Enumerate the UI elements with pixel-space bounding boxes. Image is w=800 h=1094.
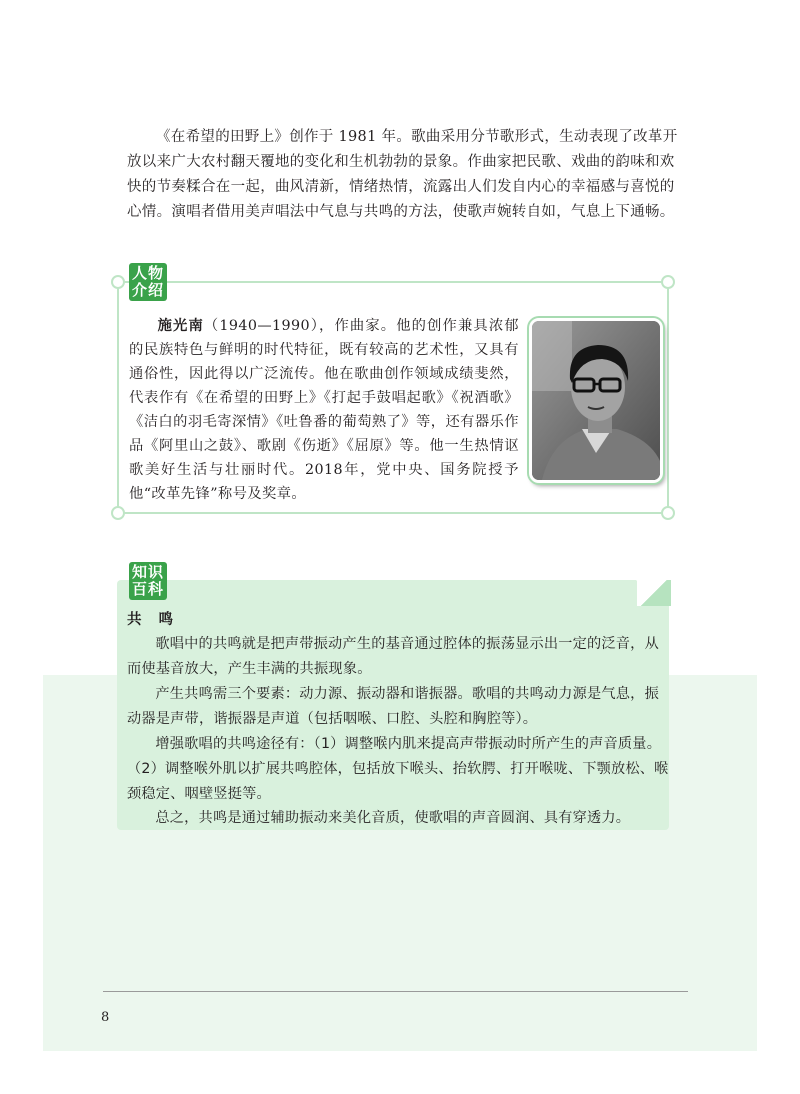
composer-portrait — [529, 318, 663, 483]
tag-line: 介绍 — [131, 281, 164, 299]
knowledge-paragraph: 歌唱中的共鸣就是把声带振动产生的基音通过腔体的振荡显示出一定的泛音，从而使基音放大，产生丰满的共振现象。 — [127, 636, 659, 677]
person-bio-text: （1940—1990），作曲家。他的创作兼具浓郁的民族特色与鲜明的时代特征，既有较高的艺术性，又具有通俗性，因此得以广泛流传。他在歌曲创作领域成绩斐然，代表作有《在希望的田野上》《打起手鼓唱起歌》《祝酒歌》《洁白的羽毛寄深情》《吐鲁番的葡萄熟了》等，还有器乐作品《阿里山之鼓》、歌剧《伤逝》《屈原》等。他一生热情讴歌美好生活与壮丽时代。2018年，党中央、国务院授予他“改革先锋”称号及奖章。 — [129, 318, 520, 502]
corner-ornament — [661, 275, 675, 289]
tag-line: 百科 — [131, 580, 164, 598]
person-intro-tag — [129, 263, 167, 301]
corner-ornament — [111, 506, 125, 520]
person-bio — [129, 314, 519, 506]
knowledge-title: 共 鸣 — [127, 612, 180, 628]
folded-corner — [637, 580, 671, 606]
person-name: 施光南 — [157, 318, 204, 334]
page-number: 8 — [101, 1010, 110, 1025]
intro-paragraph: 《在希望的田野上》创作于 1981 年。歌曲采用分节歌形式，生动表现了改革开放以来广大农村翻天覆地的变化和生机勃勃的景象。作曲家把民歌、戏曲的韵味和欢快的节奏糅合在一起，曲风清新，情绪热情，流露出人们发自内心的幸福感与喜悦的心情。演唱者借用美声唱法中气息与共鸣的方法，使歌声婉转自如，气息上下通畅。 — [127, 129, 678, 220]
tag-line: 人物 — [131, 264, 164, 282]
tag-line: 知识 — [131, 563, 164, 581]
knowledge-paragraph: 总之，共鸣是通过辅助振动来美化音质，使歌唱的声音圆润、具有穿透力。 — [155, 810, 631, 826]
knowledge-tag — [129, 562, 167, 600]
portrait-illustration — [532, 321, 660, 480]
footer-rule — [103, 991, 688, 992]
knowledge-paragraph: 增强歌唱的共鸣途径有：（1）调整喉内肌来提高声带振动时所产生的声音质量。（2）调整喉外肌以扩展共鸣腔体，包括放下喉头、抬软腭、打开喉咙、下颚放松、喉颈稳定、咽壁竖挺等。 — [127, 736, 669, 802]
knowledge-paragraph: 产生共鸣需三个要素：动力源、振动器和谐振器。歌唱的共鸣动力源是气息，振动器是声带，谐振器是声道（包括咽喉、口腔、头腔和胸腔等）。 — [127, 686, 659, 727]
